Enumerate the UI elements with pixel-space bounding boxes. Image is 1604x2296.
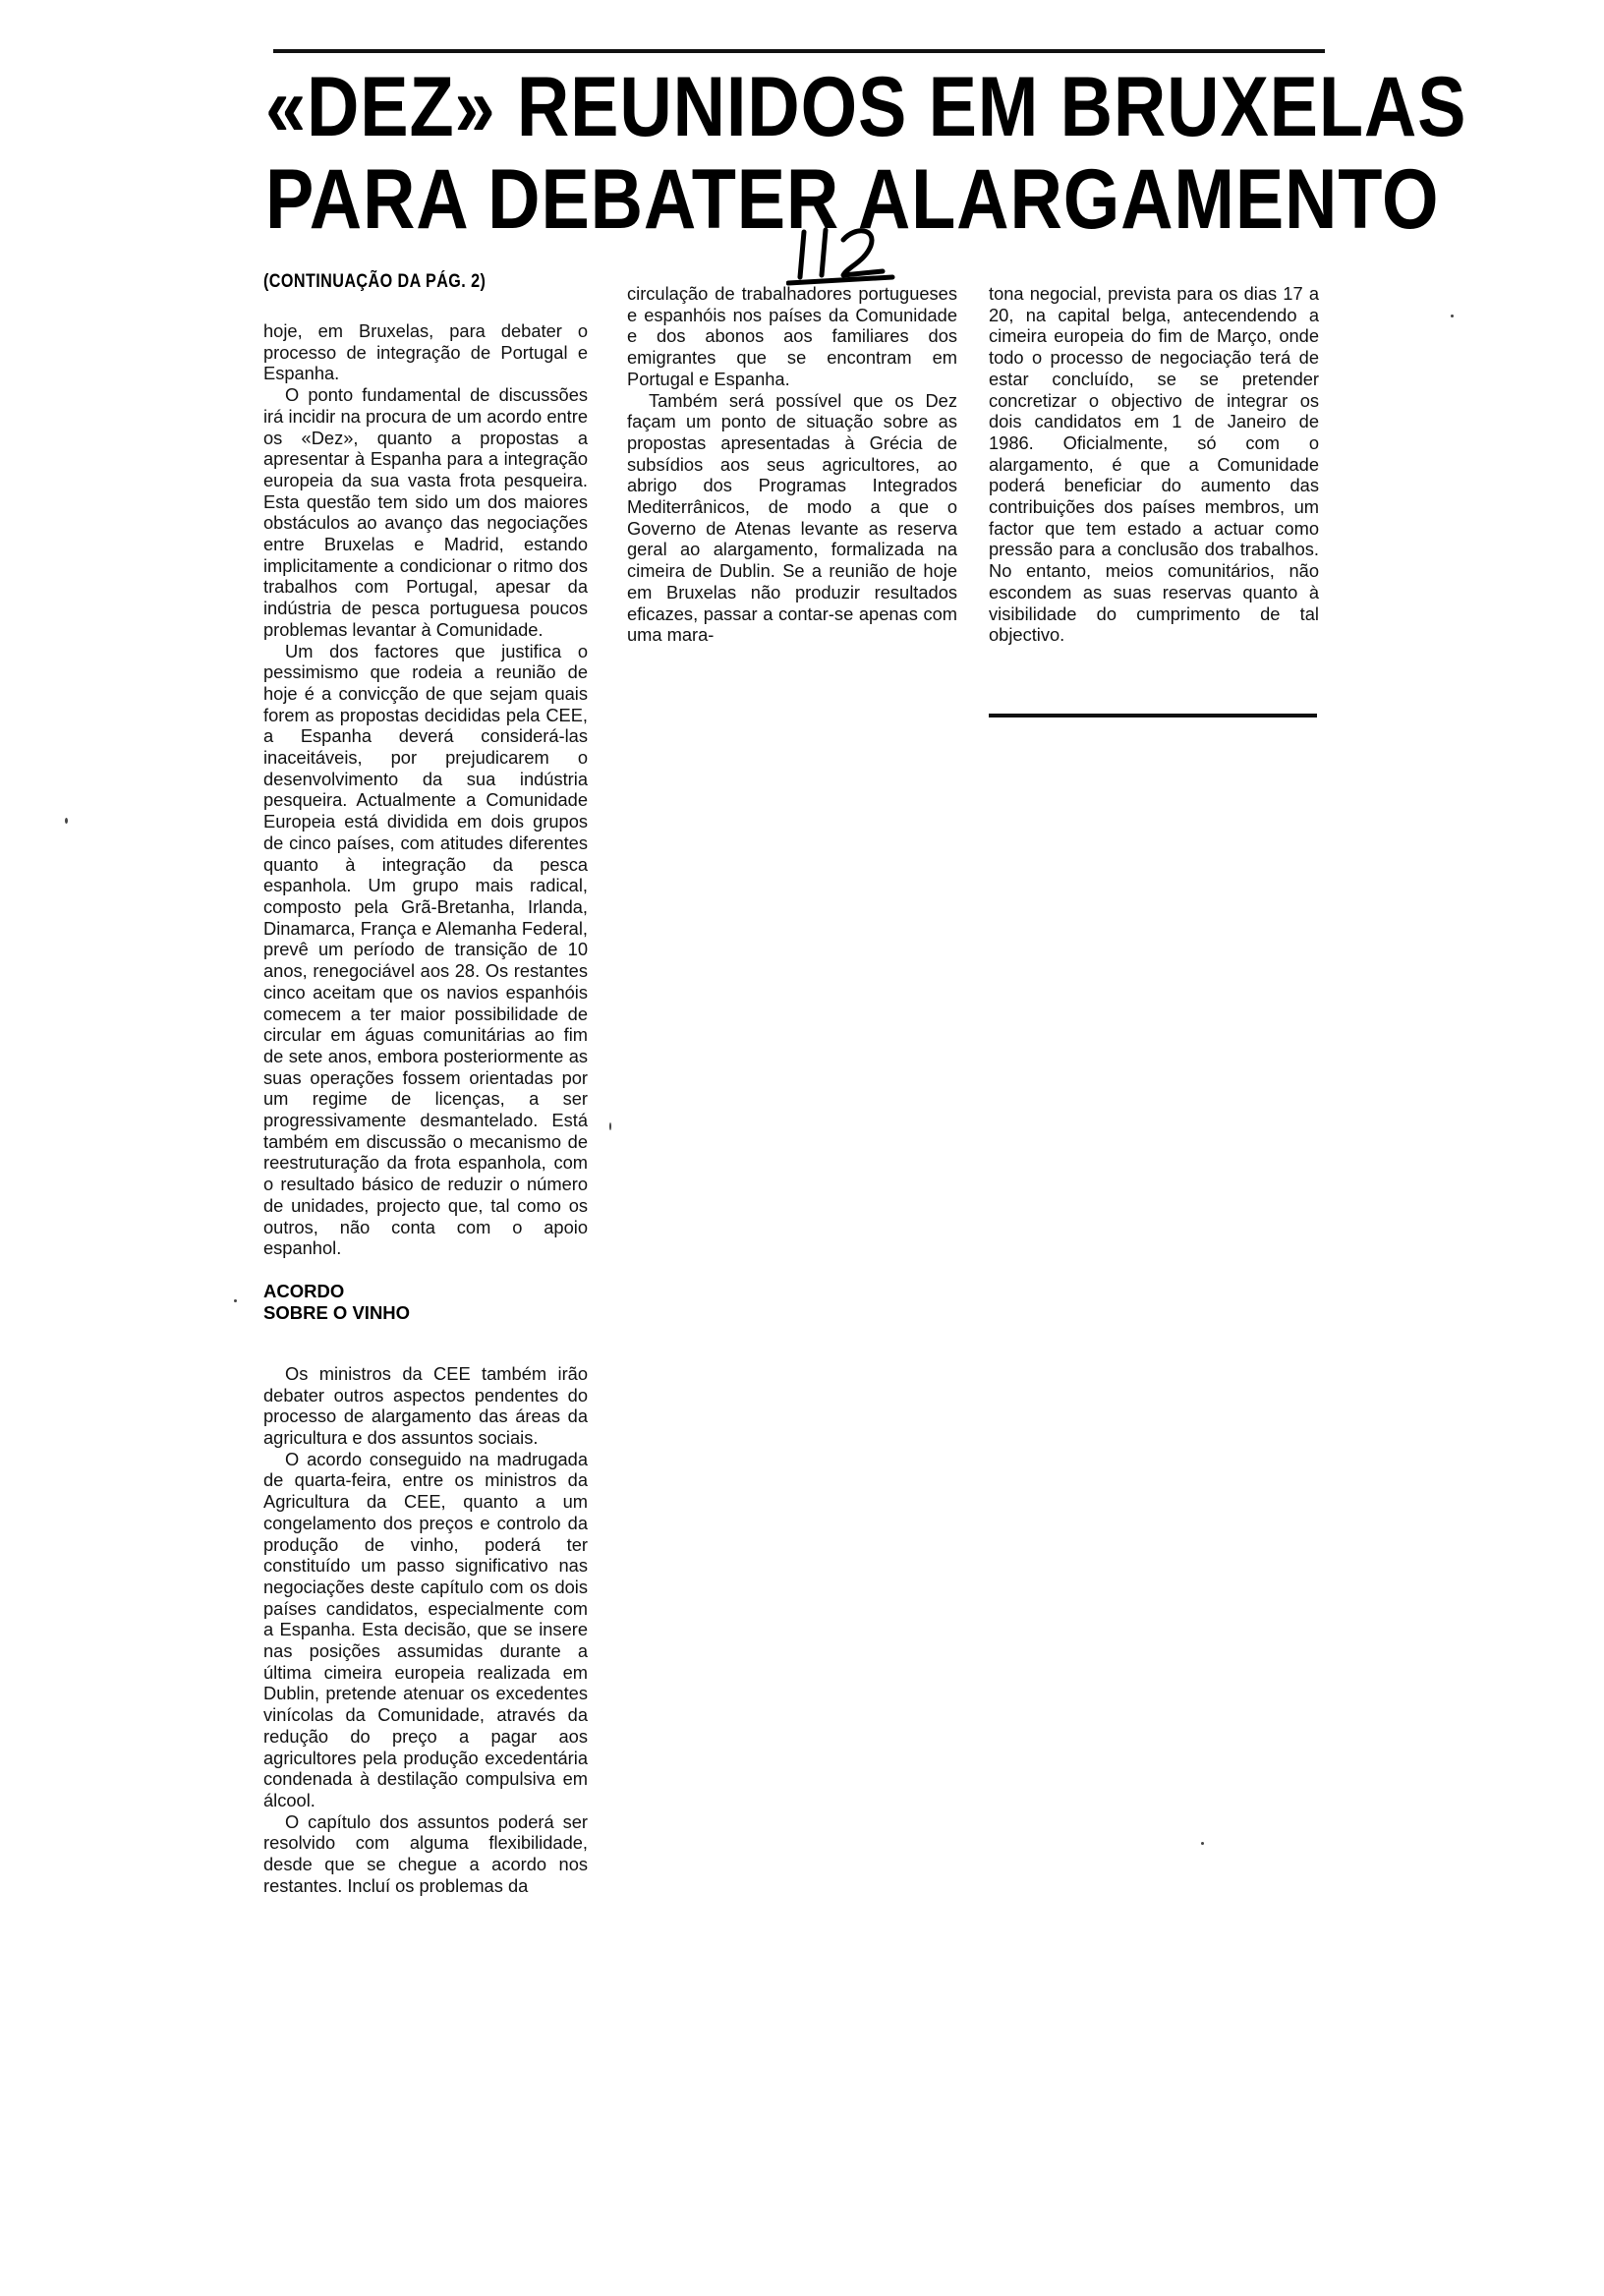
headline-line-2: PARA DEBATER ALARGAMENTO <box>265 152 1440 247</box>
article-column-2 <box>627 283 957 646</box>
scan-speck <box>1201 1842 1204 1845</box>
subheading-line-1: ACORDO <box>263 1280 345 1301</box>
scan-speck <box>234 1299 237 1302</box>
paragraph: O acordo conseguido na madrugada de quarta-feira, entre os ministros da Agricultura da CEE, quanto a um congelamento dos preços e controlo da produção de vinho, poderá ter constituído um passo significativo nas negociações deste capítulo com os dois países candidatos, especialmente com a Espanha. Esta decisão, que se insere nas posições assumidas durante a última cimeira europeia realizada em Dublin, pretende atenuar os excedentes vinícolas da Comunidade, através da redução do preço a pagar aos agricultores pela produção excedentária condenada à destilação compulsiva em álcool. <box>263 1448 588 1810</box>
article-column-3 <box>989 283 1319 646</box>
top-rule <box>273 49 1325 53</box>
paragraph: O capítulo dos assuntos poderá ser resolvido com alguma flexibilidade, desde que se chegue a acordo nos restantes. Incluí os problemas da <box>263 1810 588 1896</box>
scan-speck <box>65 818 68 824</box>
subheading-line-2: SOBRE O VINHO <box>263 1301 411 1323</box>
paragraph: Um dos factores que justifica o pessimismo que rodeia a reunião de hoje é a convicção de que sejam quais forem as propostas decididas pela CEE, a Espanha deverá considerá-las inaceitáveis, por prejudicarem o desenvolvimento da sua indústria pesqueira. Actualmente a Comunidade Europeia está dividida em dois grupos de cinco países, com atitudes diferentes quanto à integração da pesca espanhola. Um grupo mais radical, composto pela Grã-Bretanha, Irlanda, Dinamarca, França e Alemanha Federal, prevê um período de transição de 10 anos, renegociável aos 28. Os restantes cinco aceitam que os navios espanhóis comecem a ter maior possibilidade de circular em águas comunitárias ao fim de sete anos, embora posteriormente as suas operações fossem orientadas por um regime de licenças, a ser progressivamente desmantelado. Está também em discussão o mecanismo de reestruturação da frota espanhola, com o resultado básico de reduzir o número de unidades, projecto que, tal como os outros, não conta com o apoio espanhol. <box>263 640 588 1259</box>
headline <box>265 60 1467 247</box>
paragraph: circulação de trabalhadores portugueses e espanhóis nos países da Comunidade e dos abonos aos familiares dos emigrantes que se encontram em Portugal e Espanha. <box>627 283 957 389</box>
paragraph: O ponto fundamental de discussões irá incidir na procura de um acordo entre os «Dez», quanto a propostas a apresentar à Espanha para a integração europeia da sua vasta frota pesqueira. Esta questão tem sido um dos maiores obstáculos ao avanço das negociações entre Bruxelas e Madrid, estando implicitamente a condicionar o ritmo dos trabalhos com Portugal, apesar da indústria de pesca portuguesa poucos problemas levantar à Comunidade. <box>263 384 588 640</box>
paragraph: hoje, em Bruxelas, para debater o processo de integração de Portugal e Espanha. <box>263 320 588 384</box>
scan-speck <box>1451 315 1454 317</box>
paragraph: Também será possível que os Dez façam um ponto de situação sobre as propostas apresentadas à Grécia de subsídios aos seus agricultores, ao abrigo dos Programas Integrados Mediterrânicos, de modo a que o Governo de Atenas levante as reserva geral ao alargamento, formalizada na cimeira de Dublin. Se a reunião de hoje em Bruxelas não produzir resultados eficazes, passar a contar-se apenas com uma mara- <box>627 389 957 646</box>
paragraph: tona negocial, prevista para os dias 17 a 20, na capital belga, antecendendo a cimeira europeia do fim de Março, onde todo o processo de negociação terá de estar concluído, se se pretender concretizar o objectivo de integrar os dois candidatos em 1 de Janeiro de 1986. Oficialmente, só com o alargamento, é que a Comunidade poderá beneficiar do aumento das contribuições dos países membros, um factor que tem estado a actuar como pressão para a conclusão dos trabalhos. No entanto, meios comunitários, não escondem as suas reservas quanto à visibilidade do cumprimento de tal objectivo. <box>989 283 1319 646</box>
paragraph: Os ministros da CEE também irão debater outros aspectos pendentes do processo de alargamento das áreas da agricultura e dos assuntos sociais. <box>263 1362 588 1449</box>
article-end-rule <box>989 714 1317 718</box>
continuation-note: (CONTINUAÇÃO DA PÁG. 2) <box>263 271 487 292</box>
article-column-1 <box>263 320 588 1897</box>
scan-speck <box>609 1122 611 1130</box>
subheading <box>263 1281 588 1324</box>
headline-line-1: «DEZ» REUNIDOS EM BRUXELAS <box>265 60 1467 154</box>
